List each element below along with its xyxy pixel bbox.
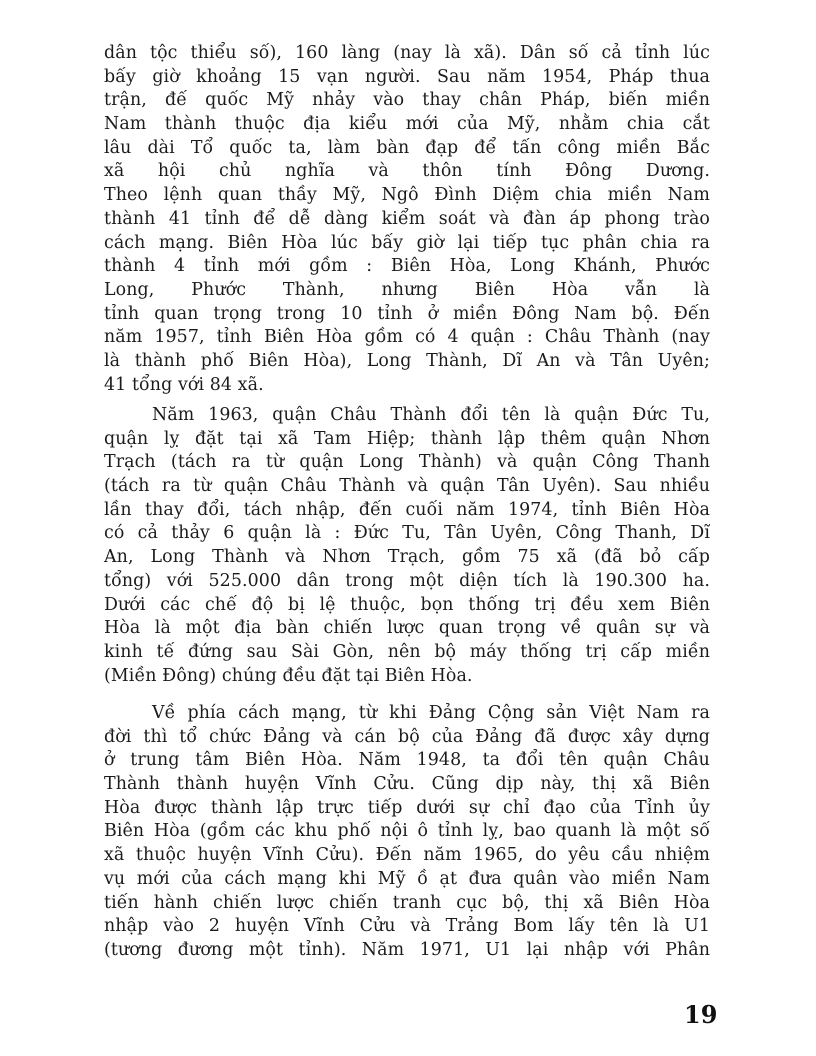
text-line: bấy giờ khoảng 15 vạn người. Sau năm 1954, Pháp thua [104,66,710,87]
text-line: vụ mới của cách mạng khi Mỹ ồ ạt đưa quân vào miền Nam [104,868,710,889]
text-line: tỉnh quan trọng trong 10 tỉnh ở miền Đông Nam bộ. Đến [104,303,710,324]
text-line: Theo lệnh quan thầy Mỹ, Ngô Đình Diệm chia miền Nam [104,185,710,206]
paragraph-1 [104,42,710,397]
text-line: (tương đương một tỉnh). Năm 1971, U1 lại nhập với Phân [104,939,710,960]
text-line: lâu dài Tổ quốc ta, làm bàn đạp để tấn công miền Bắc [104,137,710,158]
text-line: thành 4 tỉnh mới gồm : Biên Hòa, Long Khánh, Phước [104,256,710,277]
text-line: xã thuộc huyện Vĩnh Cửu). Đến năm 1965, do yêu cầu nhiệm [104,845,710,866]
text-line: (tách ra từ quận Châu Thành và quận Tân Uyên). Sau nhiều [104,476,710,497]
text-line: thành 41 tỉnh để dễ dàng kiểm soát và đàn áp phong trào [104,208,710,229]
text-line: (Miền Đông) chúng đều đặt tại Biên Hòa. [104,665,473,686]
text-line: Về phía cách mạng, từ khi Đảng Cộng sản Việt Nam ra [152,703,710,723]
page-number: 19 [684,1000,718,1029]
text-line: quận lỵ đặt tại xã Tam Hiệp; thành lập thêm quận Nhơn [104,428,710,449]
text-line: lần thay đổi, tách nhập, đến cuối năm 1974, tỉnh Biên Hòa [104,499,710,520]
text-line: An, Long Thành và Nhơn Trạch, gồm 75 xã (đã bỏ cấp [104,547,710,568]
text-line: Hòa được thành lập trực tiếp dưới sự chỉ đạo của Tỉnh ủy [104,797,710,818]
text-line: đời thì tổ chức Đảng và cán bộ của Đảng đã được xây dựng [104,726,710,747]
text-line: Biên Hòa (gồm các khu phố nội ô tỉnh lỵ, bao quanh là một số [104,821,710,842]
text-line: Long, Phước Thành, nhưng Biên Hòa vẫn là [104,279,710,300]
text-line: Nam thành thuộc địa kiểu mới của Mỹ, nhằm chia cắt [104,114,710,135]
text-line: năm 1957, tỉnh Biên Hòa gồm có 4 quận : Châu Thành (nay [104,327,710,348]
text-line: Hòa là một địa bàn chiến lược quan trọng về quân sự và [104,618,710,639]
text-line: là thành phố Biên Hòa), Long Thành, Dĩ An và Tân Uyên; [104,350,710,371]
text-line: tiến hành chiến lược chiến tranh cục bộ, thị xã Biên Hòa [104,892,710,913]
text-line: cách mạng. Biên Hòa lúc bấy giờ lại tiếp tục phân chia ra [104,232,710,253]
text-line: trận, đế quốc Mỹ nhảy vào thay chân Pháp, biến miền [104,90,710,111]
text-line: Năm 1963, quận Châu Thành đổi tên là quận Đức Tu, [152,405,710,425]
text-line: tổng) với 525.000 dân trong một diện tích là 190.300 ha. [104,570,710,591]
text-line: xã hội chủ nghĩa và thôn tính Đông Dương. [104,161,710,182]
text-line: ở trung tâm Biên Hòa. Năm 1948, ta đổi tên quận Châu [104,750,710,771]
text-line: kinh tế đứng sau Sài Gòn, nên bộ máy thống trị cấp miền [104,641,710,662]
text-line: Trạch (tách ra từ quận Long Thành) và quận Công Thanh [104,452,710,473]
text-line: 41 tổng với 84 xã. [104,374,264,395]
text-line: có cả thảy 6 quận là : Đức Tu, Tân Uyên, Công Thanh, Dĩ [104,523,710,544]
paragraph-3 [104,702,710,963]
text-line: Thành thành huyện Vĩnh Cửu. Cũng dịp này, thị xã Biên [104,774,710,795]
text-line: nhập vào 2 huyện Vĩnh Cửu và Trảng Bom lấy tên là U1 [104,916,710,937]
text-line: dân tộc thiểu số), 160 làng (nay là xã). Dân số cả tỉnh lúc [104,43,710,63]
paragraph-2 [104,404,710,688]
text-line: Dưới các chế độ bị lệ thuộc, bọn thống trị đều xem Biên [104,594,710,615]
